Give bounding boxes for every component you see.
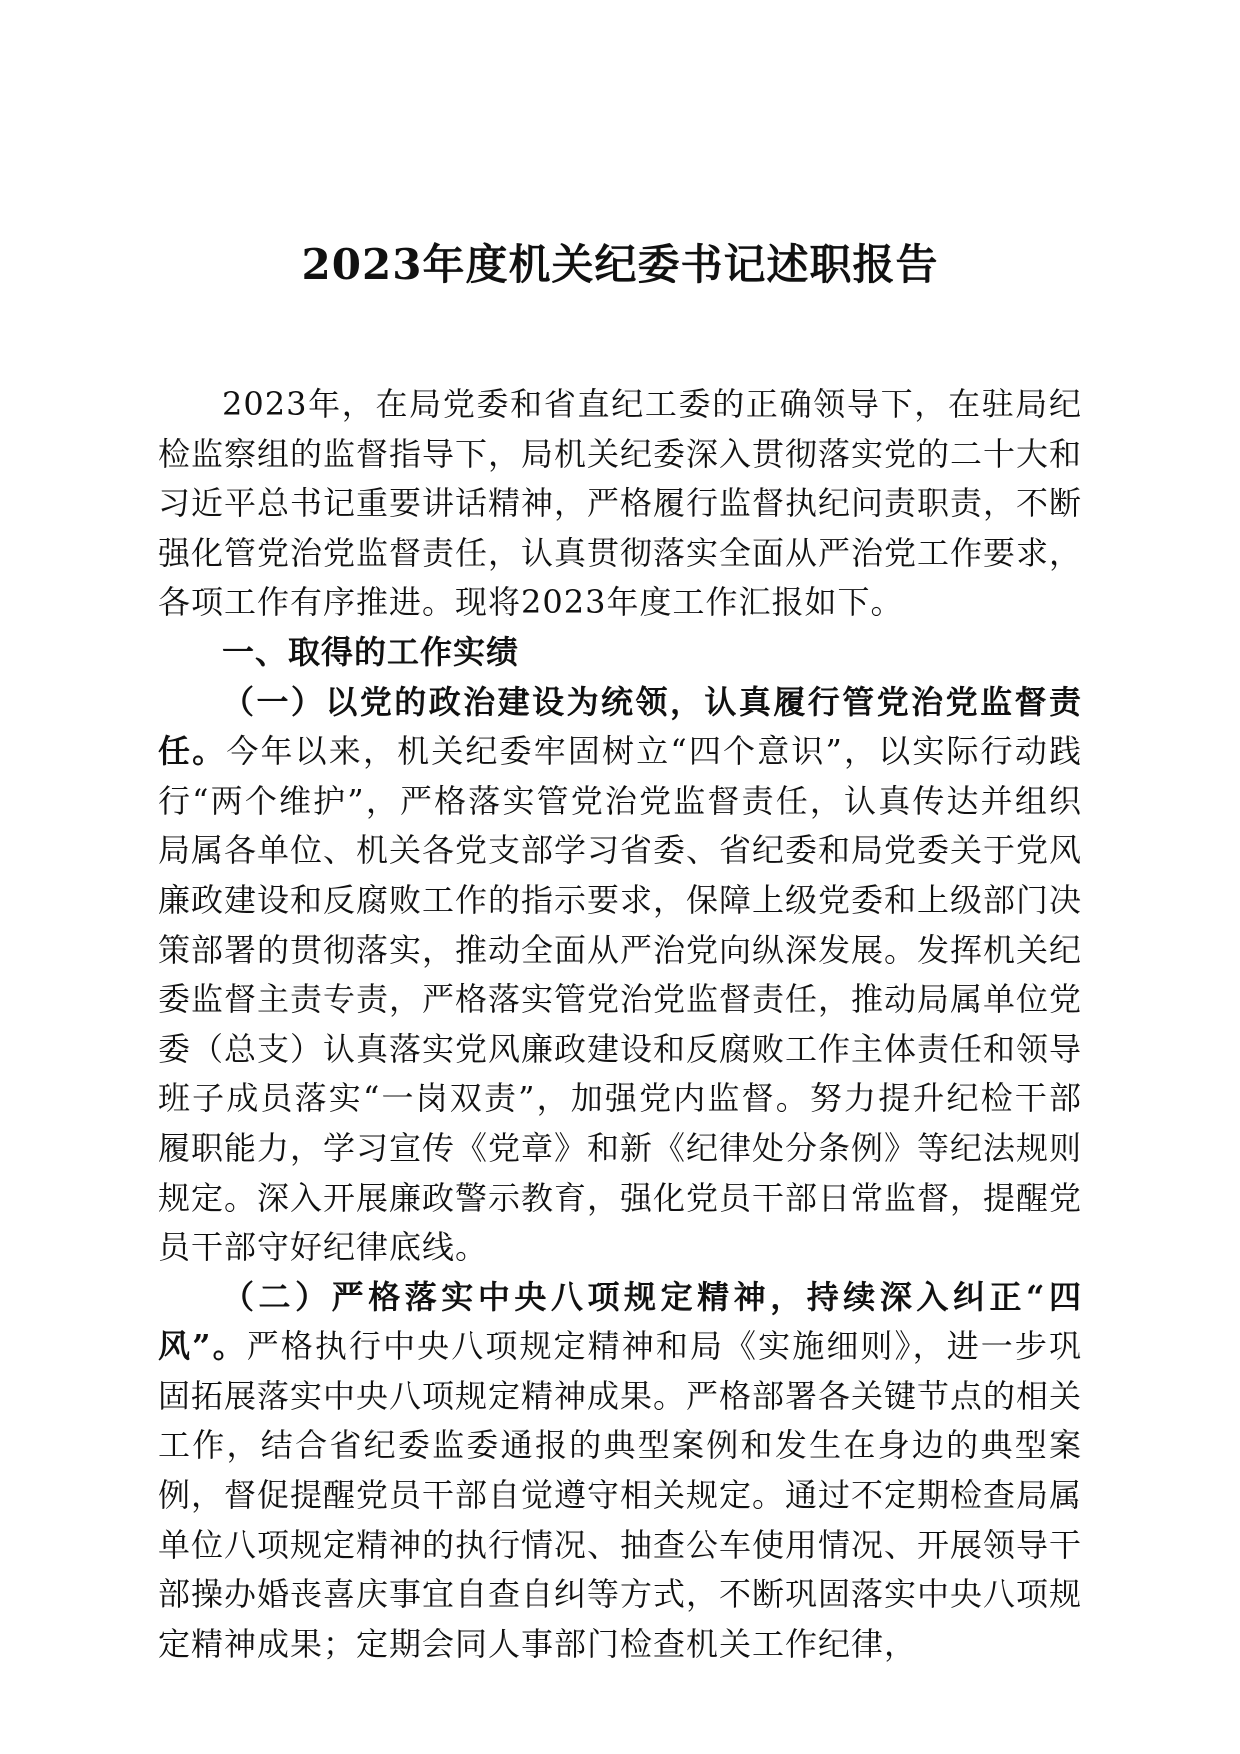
document-title: 2023年度机关纪委书记述职报告 xyxy=(301,240,939,289)
subheading-eight-regulations: （二）严格落实中央八项规定精神，持续深入纠正“四风”。 xyxy=(158,1277,1082,1366)
paragraph-eight-regulations-body: 严格执行中央八项规定精神和局《实施细则》，进一步巩固拓展落实中央八项规定精神成果。严格部署各关键节点的相关工作，结合省纪委监委通报的典型案例和发生在身边的典型案例，督促提醒党员干部自觉遵守相关规定。通过不定期检查局属单位八项规定精神的执行情况、抽查公车使用情况、开展领导干部操办婚丧喜庆事宜自查自纠等方式，不断巩固落实中央八项规定精神成果；定期会同人事部门检查机关工作纪律， xyxy=(158,1327,1083,1663)
section-heading-achievements: 一、取得的工作实绩 xyxy=(222,632,520,671)
paragraph-political-construction-body: 今年以来，机关纪委牢固树立“四个意识”，以实际行动践行“两个维护”，严格落实管党治党监督责任，认真传达并组织局属各单位、机关各党支部学习省委、省纪委和局党委关于党风廉政建设和反腐败工作的指示要求，保障上级党委和上级部门决策部署的贯彻落实，推动全面从严治党向纵深发展。发挥机关纪委监督主责专责，严格落实管党治党监督责任，推动局属单位党委（总支）认真落实党风廉政建设和反腐败工作主体责任和领导班子成员落实“一岗双责”，加强党内监督。努力提升纪检干部履职能力，学习宣传《党章》和新《纪律处分条例》等纪法规则规定。深入开展廉政警示教育，强化党员干部日常监督，提醒党员干部守好纪律底线。 xyxy=(158,732,1083,1267)
intro-paragraph: 2023年，在局党委和省直纪工委的正确领导下，在驻局纪检监察组的监督指导下，局机关纪委深入贯彻落实党的二十大和习近平总书记重要讲话精神，严格履行监督执纪问责职责，不断强化管党治党监督责任，认真贯彻落实全面从严治党工作要求，各项工作有序推进。现将2023年度工作汇报如下。 xyxy=(158,385,1083,622)
subheading-political-construction: （一）以党的政治建设为统领，认真履行管党治党监督责任。 xyxy=(158,682,1082,771)
paragraph-eight-regulations xyxy=(158,1273,1082,1670)
document-body xyxy=(158,380,1082,1669)
paragraph-political-construction xyxy=(158,678,1082,1273)
